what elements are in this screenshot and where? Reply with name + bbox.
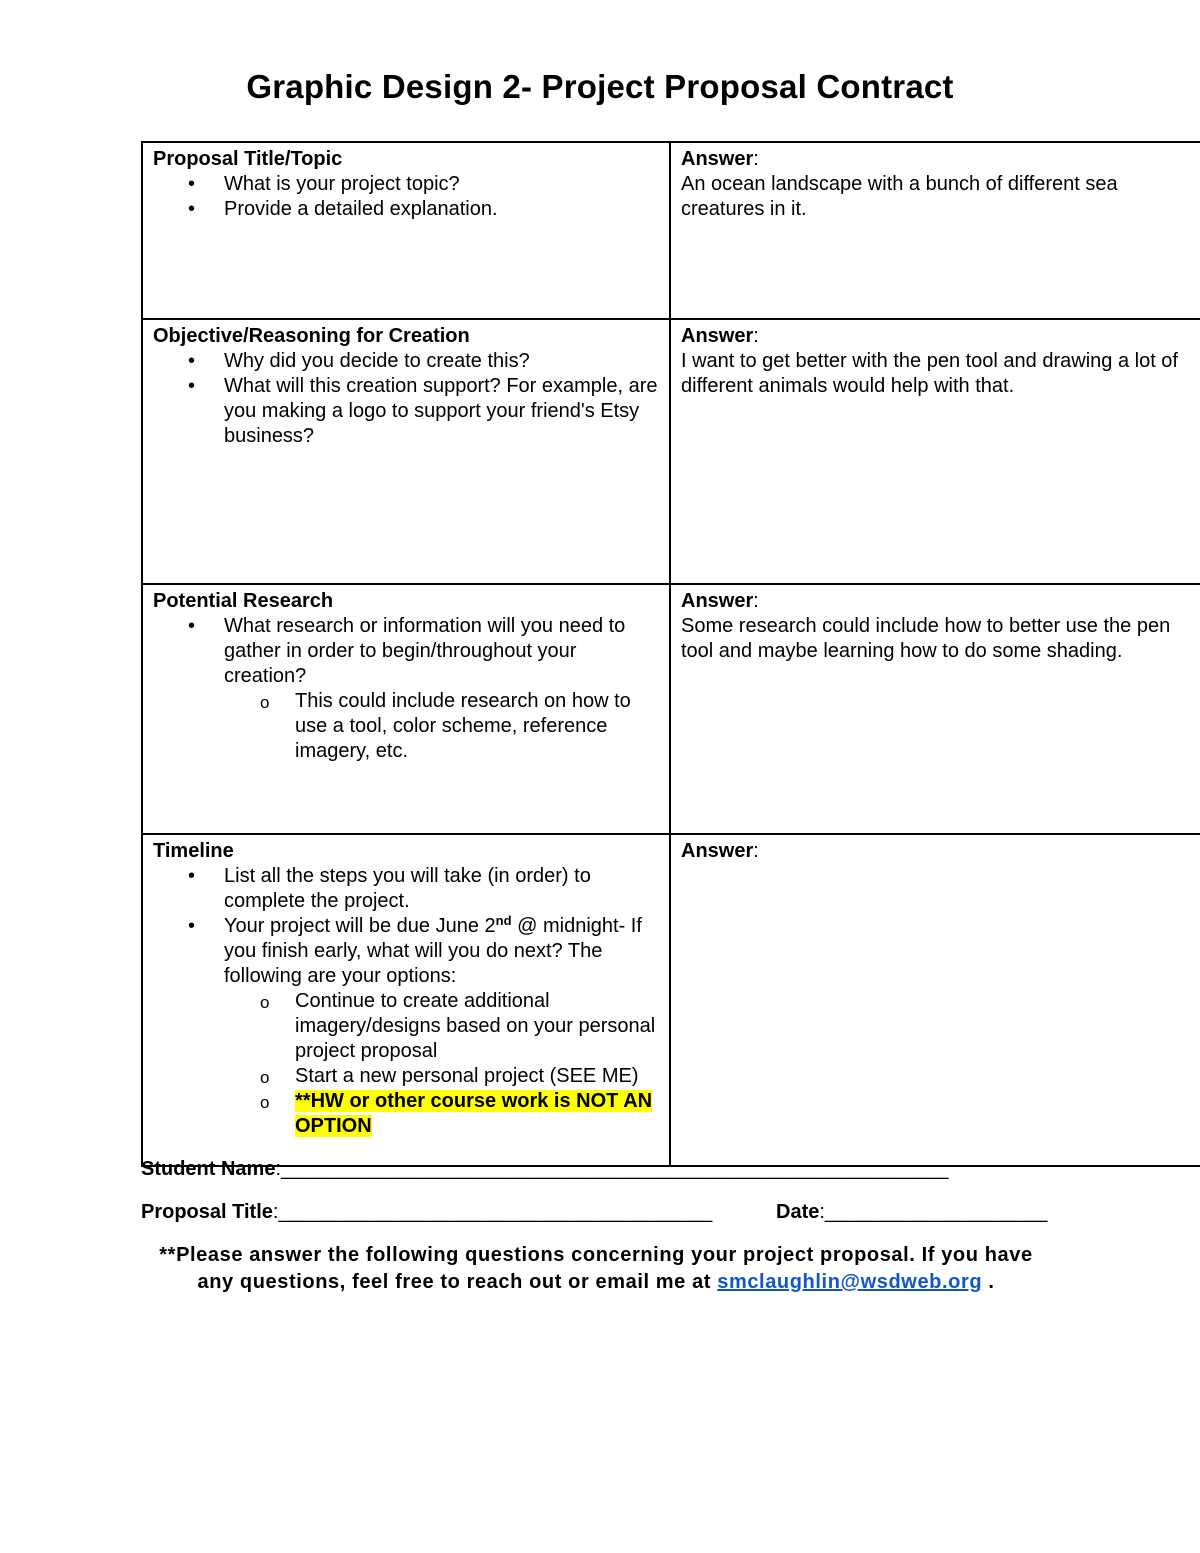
proposal-title-label: Proposal Title — [141, 1201, 273, 1223]
question-cell — [141, 143, 671, 318]
answer-colon: : — [753, 148, 759, 170]
answer-colon: : — [753, 840, 759, 862]
sub-list-item: o Start a new personal project (SEE ME) — [153, 1064, 661, 1089]
answer-label: Answer — [681, 590, 754, 612]
row-heading: Potential Research — [153, 590, 334, 612]
answer-cell[interactable] — [671, 585, 1200, 833]
table-row — [141, 833, 1200, 1167]
table-row — [141, 583, 1200, 833]
sub-list-item: o Continue to create additional imagery/designs based on your personal project proposal — [153, 989, 661, 1064]
bullet-list — [153, 864, 661, 1139]
answer-text: Some research could include how to better use the pen tool and maybe learning how to do some shading. — [681, 615, 1171, 662]
list-item: • What is your project topic? — [153, 172, 661, 197]
row-heading: Timeline — [153, 840, 234, 862]
date-label: Date — [776, 1201, 820, 1223]
page-title: Graphic Design 2- Project Proposal Contract — [246, 68, 954, 105]
answer-label: Answer — [681, 148, 754, 170]
answer-text: I want to get better with the pen tool and drawing a lot of different animals would help with that. — [681, 350, 1178, 397]
bullet-list — [153, 172, 661, 222]
list-item: • What will this creation support? For example, are you making a logo to support your friend's Etsy business? — [153, 374, 661, 449]
date-field[interactable]: :____________________ — [819, 1201, 1048, 1223]
answer-label: Answer — [681, 325, 754, 347]
table-row — [141, 141, 1200, 318]
list-item: • What research or information will you need to gather in order to begin/throughout your creation? — [153, 614, 661, 689]
instructions-note — [141, 1242, 1051, 1296]
list-item: • Why did you decide to create this? — [153, 349, 661, 374]
email-link[interactable]: smclaughlin@wsdweb.org — [717, 1271, 983, 1293]
question-cell — [141, 835, 671, 1165]
row-heading: Proposal Title/Topic — [153, 148, 343, 170]
student-name-line — [141, 1158, 948, 1181]
options-text: @ midnight- If you finish early, what will you do next? The following are your options: — [224, 915, 642, 987]
due-date-text: Your project will be due June 2 — [224, 915, 496, 937]
question-cell — [141, 320, 671, 583]
sub-list-item — [153, 1089, 661, 1139]
proposal-title-line — [141, 1201, 712, 1224]
proposal-table — [141, 141, 1200, 1167]
answer-label: Answer — [681, 840, 754, 862]
answer-colon: : — [753, 590, 759, 612]
student-name-label: Student Name — [141, 1158, 276, 1180]
answer-cell[interactable] — [671, 320, 1200, 583]
answer-cell[interactable] — [671, 143, 1200, 318]
student-name-field[interactable]: :____________________________________________________________ — [275, 1158, 949, 1180]
list-item: • List all the steps you will take (in order) to complete the project. — [153, 864, 661, 914]
note-text: **Please answer the following questions concerning your project proposal. If you have any questions, feel free to reach out or email me at — [159, 1244, 1033, 1293]
answer-colon: : — [753, 325, 759, 347]
highlighted-warning: **HW or other course work is NOT AN OPTION — [295, 1090, 653, 1137]
note-end: . — [982, 1271, 995, 1293]
question-cell — [141, 585, 671, 833]
table-row — [141, 318, 1200, 583]
row-heading: Objective/Reasoning for Creation — [153, 325, 470, 347]
answer-cell[interactable] — [671, 835, 1200, 1165]
proposal-title-field[interactable]: :_______________________________________ — [272, 1201, 713, 1223]
answer-text: An ocean landscape with a bunch of different sea creatures in it. — [681, 173, 1118, 220]
date-line — [776, 1201, 1047, 1224]
bullet-list — [153, 614, 661, 764]
ordinal-suffix: nd — [495, 913, 512, 928]
list-item — [153, 914, 661, 989]
bullet-list — [153, 349, 661, 449]
sub-list-item: o This could include research on how to use a tool, color scheme, reference imagery, etc. — [153, 689, 661, 764]
list-item: • Provide a detailed explanation. — [153, 197, 661, 222]
